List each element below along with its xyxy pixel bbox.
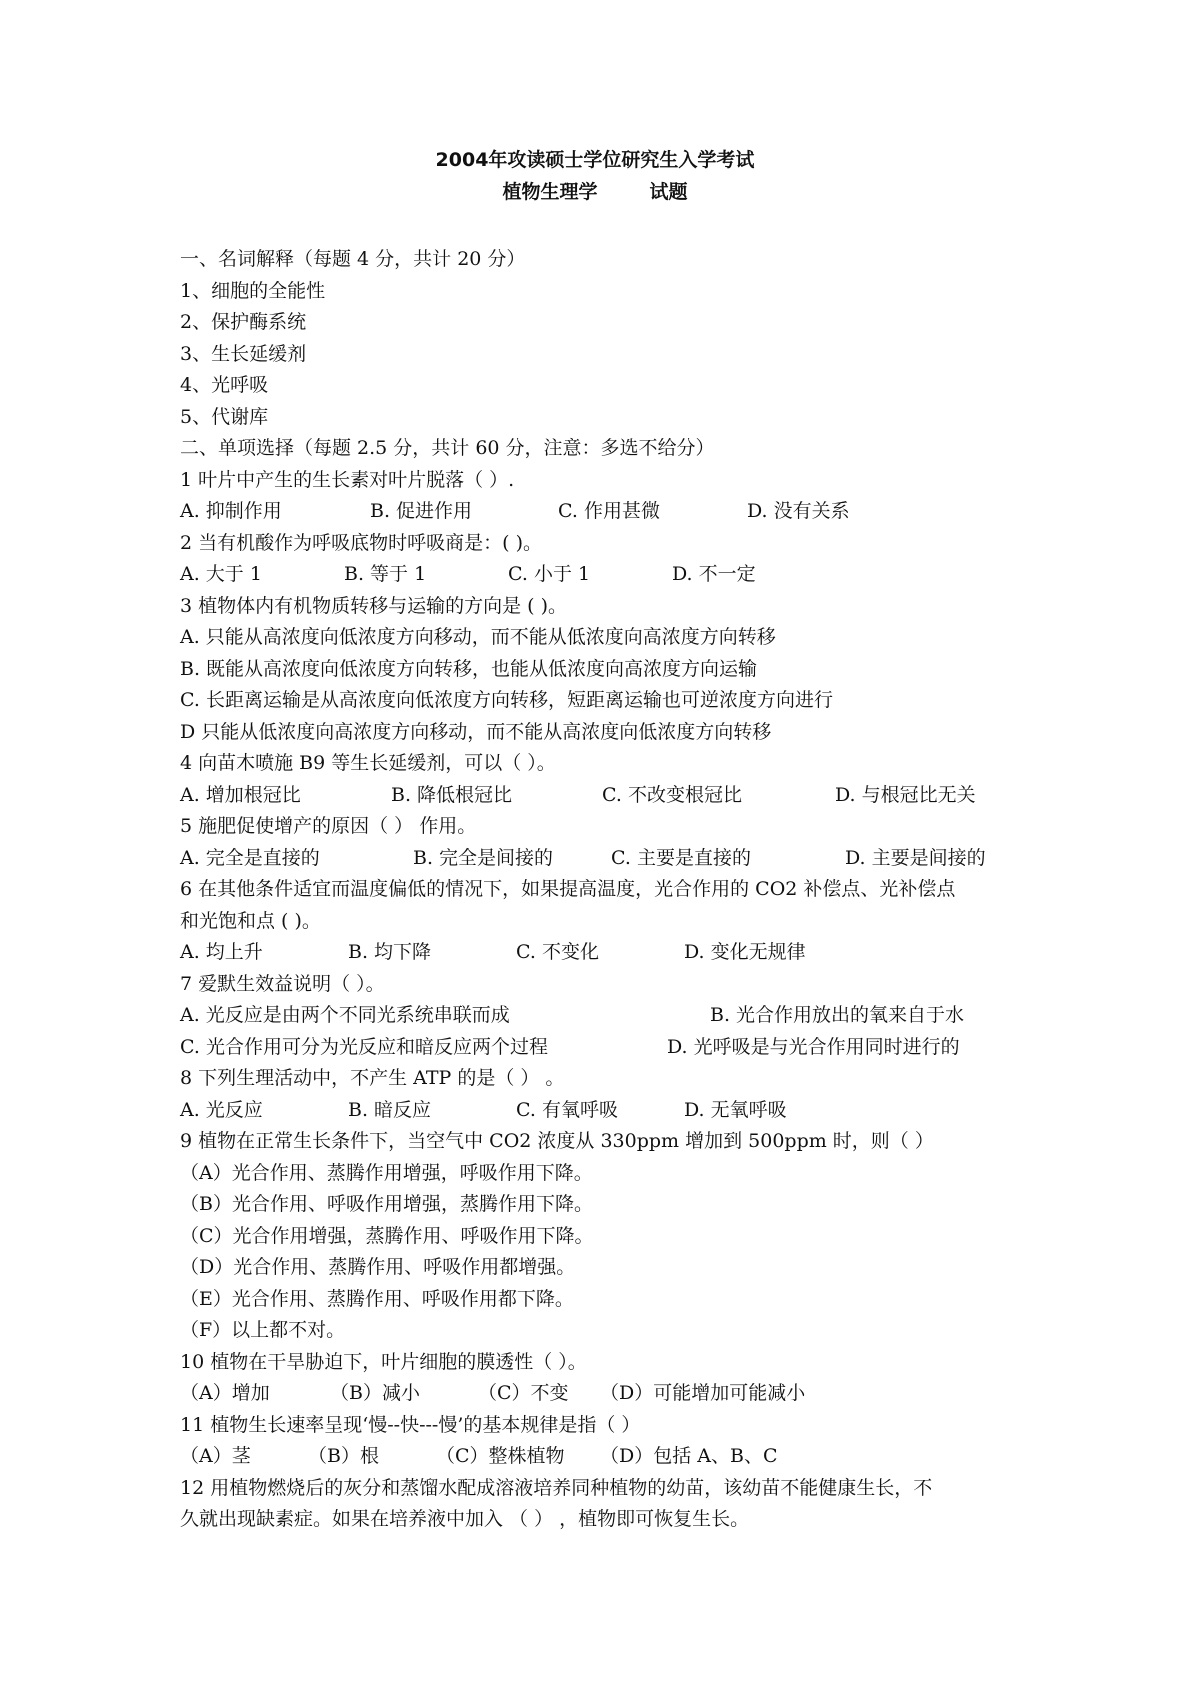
section-2-title: 二、单项选择（每题 2.5 分，共计 60 分，注意：多选不给分） xyxy=(180,437,715,459)
question-6-options xyxy=(180,937,1020,969)
option: C. 不变化 xyxy=(516,941,599,963)
question-1: 1 叶片中产生的生长素对叶片脱落（ ）. xyxy=(180,468,515,491)
exam-title: 2004年攻读硕士学位研究生入学考试 xyxy=(435,149,755,171)
option: B. 暗反应 xyxy=(348,1098,432,1121)
question-5: 5 施肥促使增产的原因（ ） 作用。 xyxy=(180,815,477,837)
subject-name: 植物生理学 xyxy=(502,181,598,203)
option: C. 有氧呼吸 xyxy=(516,1098,618,1121)
option: （A）光合作用、蒸腾作用增强，呼吸作用下降。 xyxy=(180,1161,593,1184)
option: （C）光合作用增强，蒸腾作用、呼吸作用下降。 xyxy=(180,1224,594,1247)
option: （D）包括 A、B、C xyxy=(600,1445,778,1467)
option: A. 光反应是由两个不同光系统串联而成 xyxy=(180,1004,510,1026)
question-11: 11 植物生长速率呈现‘慢--快---慢’的基本规律是指（ ） xyxy=(180,1413,641,1436)
term-item: 5、代谢库 xyxy=(180,405,269,428)
option: C. 主要是直接的 xyxy=(611,846,751,869)
option: A. 完全是直接的 xyxy=(180,846,320,869)
option: （C）整株植物 xyxy=(436,1445,565,1467)
option: B. 促进作用 xyxy=(370,500,473,522)
question-12: 12 用植物燃烧后的灰分和蒸馏水配成溶液培养同种植物的幼苗，该幼苗不能健康生长，不 xyxy=(180,1476,933,1499)
option: D. 没有关系 xyxy=(747,500,850,522)
question-10: 10 植物在干旱胁迫下，叶片细胞的膜透性（ ）。 xyxy=(180,1350,587,1373)
option: （B）光合作用、呼吸作用增强，蒸腾作用下降。 xyxy=(180,1193,593,1215)
option: A. 只能从高浓度向低浓度方向移动，而不能从低浓度向高浓度方向转移 xyxy=(180,626,776,648)
option: D. 不一定 xyxy=(672,563,756,585)
question-4-options xyxy=(180,780,1020,812)
option: （A）茎 xyxy=(180,1445,251,1467)
option: （C）不变 xyxy=(478,1382,569,1404)
question-7: 7 爱默生效益说明（ ）。 xyxy=(180,972,385,995)
option: C. 不改变根冠比 xyxy=(602,783,742,806)
option: B. 降低根冠比 xyxy=(391,783,513,806)
option: D 只能从低浓度向高浓度方向移动，而不能从高浓度向低浓度方向转移 xyxy=(180,720,772,743)
question-6-cont: 和光饱和点 ( )。 xyxy=(180,909,321,932)
question-2: 2 当有机酸作为呼吸底物时呼吸商是：( )。 xyxy=(180,531,542,554)
question-12-cont: 久就出现缺素症。如果在培养液中加入 （ ） ，植物即可恢复生长。 xyxy=(180,1508,750,1530)
option: A. 抑制作用 xyxy=(180,500,282,522)
term-item: 1、细胞的全能性 xyxy=(180,279,326,302)
option: A. 大于 1 xyxy=(180,563,262,585)
option: A. 光反应 xyxy=(180,1098,263,1121)
question-11-options xyxy=(180,1441,1020,1473)
option: （A）增加 xyxy=(180,1382,270,1404)
question-9: 9 植物在正常生长条件下，当空气中 CO2 浓度从 330ppm 增加到 500ppm 时，则（ ） xyxy=(180,1130,934,1152)
option: B. 完全是间接的 xyxy=(413,846,554,869)
question-3: 3 植物体内有机物质转移与运输的方向是 ( )。 xyxy=(180,594,568,617)
option: D. 与根冠比无关 xyxy=(835,783,976,806)
question-7-options xyxy=(180,1000,1020,1032)
option: C. 光合作用可分为光反应和暗反应两个过程 xyxy=(180,1035,548,1058)
option: （B）减小 xyxy=(330,1382,420,1404)
question-10-options xyxy=(180,1378,1020,1410)
option: B. 既能从高浓度向低浓度方向转移，也能从低浓度向高浓度方向运输 xyxy=(180,657,758,680)
option: B. 均下降 xyxy=(348,941,432,963)
exam-content xyxy=(180,244,1020,1536)
question-5-options xyxy=(180,843,1020,875)
option: A. 增加根冠比 xyxy=(180,783,301,806)
term-item: 3、生长延缓剂 xyxy=(180,342,307,365)
option: （D）光合作用、蒸腾作用、呼吸作用都增强。 xyxy=(180,1256,576,1278)
option: A. 均上升 xyxy=(180,941,263,963)
paper-label: 试题 xyxy=(649,181,688,203)
question-8-options xyxy=(180,1095,1020,1127)
option: B. 光合作用放出的氧来自于水 xyxy=(710,1004,965,1026)
question-4: 4 向苗木喷施 B9 等生长延缓剂，可以（ ）。 xyxy=(180,752,556,774)
section-1-title: 一、名词解释（每题 4 分，共计 20 分） xyxy=(180,248,526,270)
option: C. 小于 1 xyxy=(508,563,591,585)
option: （B）根 xyxy=(308,1445,379,1467)
term-item: 2、保护酶系统 xyxy=(180,311,307,333)
term-item: 4、光呼吸 xyxy=(180,374,269,396)
option: C. 作用甚微 xyxy=(558,500,660,522)
option: D. 变化无规律 xyxy=(684,941,806,963)
option: D. 主要是间接的 xyxy=(845,846,986,869)
option: （E）光合作用、蒸腾作用、呼吸作用都下降。 xyxy=(180,1287,574,1310)
question-8: 8 下列生理活动中，不产生 ATP 的是（ ） 。 xyxy=(180,1067,565,1089)
option: C. 长距离运输是从高浓度向低浓度方向转移，短距离运输也可逆浓度方向进行 xyxy=(180,689,833,711)
question-7-options xyxy=(180,1032,1020,1064)
question-1-options xyxy=(180,496,1020,528)
option: （F）以上都不对。 xyxy=(180,1319,346,1341)
option: D. 无氧呼吸 xyxy=(684,1098,787,1121)
option: D. 光呼吸是与光合作用同时进行的 xyxy=(667,1035,960,1058)
exam-subtitle xyxy=(0,180,1190,204)
question-2-options xyxy=(180,559,1020,591)
option: （D）可能增加可能减小 xyxy=(600,1382,806,1404)
option: B. 等于 1 xyxy=(344,563,427,585)
question-6: 6 在其他条件适宜而温度偏低的情况下，如果提高温度，光合作用的 CO2 补偿点、光补偿点 xyxy=(180,878,956,900)
